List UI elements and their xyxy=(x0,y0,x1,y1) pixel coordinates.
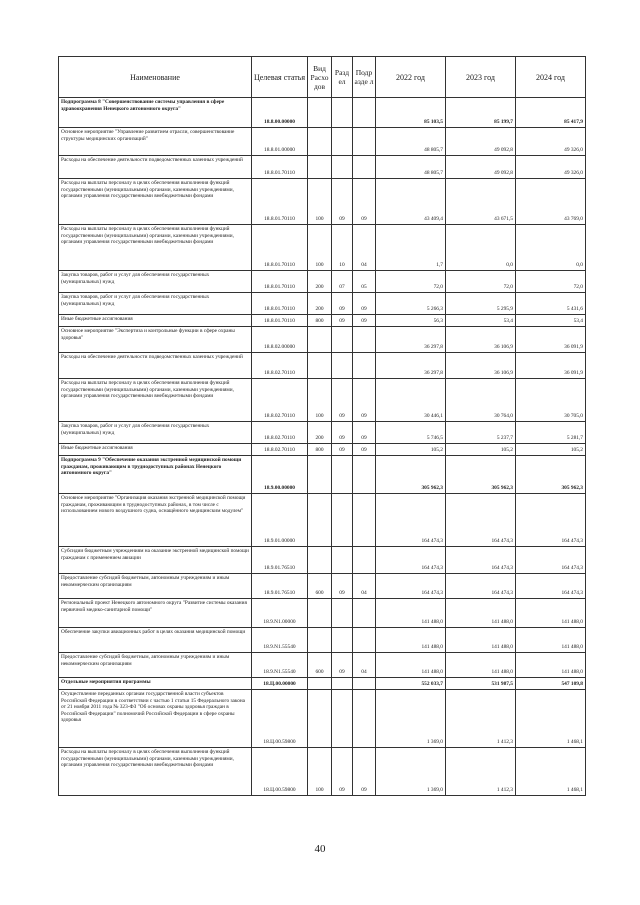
row-value-2024: 547 109,8 xyxy=(516,678,586,690)
row-value-2023: 53,4 xyxy=(446,315,516,327)
row-section: 07 xyxy=(332,271,353,293)
row-subsection: 09 xyxy=(353,179,376,225)
row-expense-type: 100 xyxy=(308,379,332,422)
row-expense-type: 600 xyxy=(308,653,332,678)
row-expense-type xyxy=(308,353,332,379)
table-row xyxy=(59,748,586,796)
table-row xyxy=(59,293,586,315)
row-value-2022: 105,2 xyxy=(376,444,446,456)
row-name: Расходы на обеспечение деятельности подведомственных казенных учреждений xyxy=(59,156,252,179)
row-name: Предоставление субсидий бюджетным, автономным учреждениям и иным некоммерческим организациям xyxy=(59,574,252,599)
row-target-article: 18.8.01.70110 xyxy=(252,225,308,271)
row-subsection xyxy=(353,98,376,128)
table-row xyxy=(59,547,586,574)
row-target-article: 18.Ц.00.59800 xyxy=(252,748,308,796)
table-row xyxy=(59,456,586,494)
row-target-article: 18.8.01.00000 xyxy=(252,128,308,156)
row-target-article: 18.8.01.70110 xyxy=(252,179,308,225)
header-name: Наименование xyxy=(59,57,252,98)
row-value-2022: 36 297,8 xyxy=(376,327,446,353)
row-expense-type: 100 xyxy=(308,225,332,271)
table-header-row xyxy=(59,57,586,98)
table-row xyxy=(59,574,586,599)
row-target-article: 18.8.00.00000 xyxy=(252,98,308,128)
page-number: 40 xyxy=(314,843,326,855)
table-row xyxy=(59,653,586,678)
row-value-2024: 43 769,0 xyxy=(516,179,586,225)
row-value-2024: 141 488,0 xyxy=(516,653,586,678)
header-subsection: Подр азде л xyxy=(353,57,376,98)
row-value-2022: 30 446,1 xyxy=(376,379,446,422)
row-value-2023: 85 199,7 xyxy=(446,98,516,128)
row-value-2024: 0,0 xyxy=(516,225,586,271)
table-row xyxy=(59,379,586,422)
row-subsection xyxy=(353,690,376,748)
row-section xyxy=(332,456,353,494)
row-name: Расходы на выплаты персоналу в целях обеспечения выполнения функций государственными (муниципальными) органами, казенными учреждениями, органами управления государственными внебюджетными фондами xyxy=(59,225,252,271)
row-expense-type xyxy=(308,456,332,494)
table-row xyxy=(59,271,586,293)
row-subsection: 04 xyxy=(353,653,376,678)
table-row xyxy=(59,678,586,690)
table-row xyxy=(59,98,586,128)
row-value-2022: 85 103,5 xyxy=(376,98,446,128)
row-name: Субсидии бюджетным учреждениям на оказание экстренной медицинской помощи гражданам с применением авиации xyxy=(59,547,252,574)
row-subsection xyxy=(353,678,376,690)
table-row xyxy=(59,628,586,653)
row-value-2024: 85 417,9 xyxy=(516,98,586,128)
row-subsection xyxy=(353,628,376,653)
row-value-2023: 1 412,3 xyxy=(446,748,516,796)
row-value-2023: 141 488,0 xyxy=(446,628,516,653)
row-name: Расходы на выплаты персоналу в целях обеспечения выполнения функций государственными (муниципальными) органами, казенными учреждениями, органами управления государственными внебюджетными фондами xyxy=(59,179,252,225)
row-name: Предоставление субсидий бюджетным, автономным учреждениям и иным некоммерческим организациям xyxy=(59,653,252,678)
row-value-2024: 30 705,0 xyxy=(516,379,586,422)
row-name: Закупка товаров, работ и услуг для обеспечения государственных (муниципальных) нужд xyxy=(59,422,252,444)
row-section xyxy=(332,628,353,653)
row-subsection xyxy=(353,456,376,494)
row-name: Подпрограмма 9 "Обеспечение оказания экстренной медицинской помощи гражданам, проживающим в труднодоступных районах Ненецкого автономного округа" xyxy=(59,456,252,494)
row-name: Подпрограмма 8 "Совершенствование системы управления в сфере здравоохранения Ненецкого автономного округа" xyxy=(59,98,252,128)
row-target-article: 18.9.N1.00000 xyxy=(252,599,308,628)
row-target-article: 18.8.01.70110 xyxy=(252,293,308,315)
row-value-2022: 1 369,0 xyxy=(376,690,446,748)
row-value-2022: 1,7 xyxy=(376,225,446,271)
row-name: Иные бюджетные ассигнования xyxy=(59,444,252,456)
row-expense-type xyxy=(308,547,332,574)
row-name: Закупка товаров, работ и услуг для обеспечения государственных (муниципальных) нужд xyxy=(59,271,252,293)
row-expense-type: 200 xyxy=(308,293,332,315)
row-subsection xyxy=(353,327,376,353)
row-target-article: 18.8.01.70110 xyxy=(252,315,308,327)
row-target-article: 18.9.N1.55540 xyxy=(252,653,308,678)
row-value-2024: 49 326,0 xyxy=(516,156,586,179)
row-expense-type xyxy=(308,599,332,628)
table-row xyxy=(59,353,586,379)
row-section: 09 xyxy=(332,293,353,315)
row-target-article: 18.Ц.00.00000 xyxy=(252,678,308,690)
header-section: Разд ел xyxy=(332,57,353,98)
row-subsection: 09 xyxy=(353,293,376,315)
row-subsection: 04 xyxy=(353,225,376,271)
row-subsection: 09 xyxy=(353,444,376,456)
row-value-2023: 49 092,8 xyxy=(446,128,516,156)
table-row xyxy=(59,156,586,179)
row-value-2024: 141 488,0 xyxy=(516,599,586,628)
row-value-2024: 164 474,3 xyxy=(516,547,586,574)
row-name: Основное мероприятие "Экспертиза и контрольные функции в сфере охраны здоровья" xyxy=(59,327,252,353)
row-value-2023: 305 962,3 xyxy=(446,456,516,494)
row-name: Основное мероприятие "Организация оказания экстренной медицинской помощи гражданам, проживающим в труднодоступных районах, в том числе с использованием нового воздушного судна, оснащённого медицинским модулем" xyxy=(59,494,252,547)
row-name: Отдельные мероприятия программы xyxy=(59,678,252,690)
row-value-2023: 30 764,0 xyxy=(446,379,516,422)
row-subsection xyxy=(353,599,376,628)
row-name: Закупка товаров, работ и услуг для обеспечения государственных (муниципальных) нужд xyxy=(59,293,252,315)
row-subsection: 09 xyxy=(353,315,376,327)
row-value-2023: 531 987,5 xyxy=(446,678,516,690)
table-row xyxy=(59,422,586,444)
row-value-2023: 72,0 xyxy=(446,271,516,293)
row-value-2024: 49 326,0 xyxy=(516,128,586,156)
row-name: Расходы на выплаты персоналу в целях обеспечения выполнения функций государственными (муниципальными) органами, казенными учреждениями, органами управления государственными внебюджетными фондами xyxy=(59,379,252,422)
row-subsection xyxy=(353,494,376,547)
row-section xyxy=(332,494,353,547)
row-name: Региональный проект Ненецкого автономного округа "Развитие системы оказания первичной медико-санитарной помощи" xyxy=(59,599,252,628)
row-value-2024: 164 474,3 xyxy=(516,494,586,547)
table-row xyxy=(59,494,586,547)
row-expense-type: 800 xyxy=(308,444,332,456)
row-value-2024: 36 091,9 xyxy=(516,327,586,353)
budget-table xyxy=(58,56,586,796)
row-subsection xyxy=(353,547,376,574)
row-target-article: 18.9.N1.55540 xyxy=(252,628,308,653)
row-section: 09 xyxy=(332,574,353,599)
row-expense-type xyxy=(308,628,332,653)
table-row xyxy=(59,444,586,456)
row-target-article: 18.8.01.70110 xyxy=(252,271,308,293)
row-name: Основное мероприятие "Управление развитием отрасли, совершенствование структуры медицинских организаций" xyxy=(59,128,252,156)
row-value-2022: 56,3 xyxy=(376,315,446,327)
row-subsection xyxy=(353,128,376,156)
row-value-2022: 48 805,7 xyxy=(376,128,446,156)
row-value-2022: 305 962,3 xyxy=(376,456,446,494)
row-expense-type: 600 xyxy=(308,574,332,599)
row-expense-type xyxy=(308,678,332,690)
header-year-2023: 2023 год xyxy=(446,57,516,98)
row-target-article: 18.8.02.00000 xyxy=(252,327,308,353)
row-value-2023: 36 106,9 xyxy=(446,327,516,353)
row-value-2023: 141 488,0 xyxy=(446,599,516,628)
row-value-2022: 43 409,4 xyxy=(376,179,446,225)
row-value-2023: 164 474,3 xyxy=(446,547,516,574)
row-target-article: 18.8.01.70110 xyxy=(252,156,308,179)
row-value-2024: 5 431,6 xyxy=(516,293,586,315)
row-target-article: 18.8.02.70110 xyxy=(252,422,308,444)
row-value-2022: 552 033,7 xyxy=(376,678,446,690)
row-name: Расходы на обеспечение деятельности подведомственных казенных учреждений xyxy=(59,353,252,379)
row-target-article: 18.8.02.70110 xyxy=(252,353,308,379)
table-row xyxy=(59,225,586,271)
row-value-2024: 53,4 xyxy=(516,315,586,327)
row-expense-type xyxy=(308,327,332,353)
row-expense-type: 100 xyxy=(308,179,332,225)
row-value-2022: 141 488,0 xyxy=(376,653,446,678)
row-section xyxy=(332,353,353,379)
row-subsection: 09 xyxy=(353,422,376,444)
row-expense-type xyxy=(308,494,332,547)
row-value-2024: 1 468,1 xyxy=(516,748,586,796)
row-value-2023: 0,0 xyxy=(446,225,516,271)
row-expense-type xyxy=(308,690,332,748)
row-subsection: 04 xyxy=(353,574,376,599)
table-row xyxy=(59,327,586,353)
row-section: 09 xyxy=(332,653,353,678)
row-value-2022: 5 266,3 xyxy=(376,293,446,315)
row-value-2022: 164 474,3 xyxy=(376,547,446,574)
header-expense-type: Вид Расхо дов xyxy=(308,57,332,98)
row-value-2022: 5 746,5 xyxy=(376,422,446,444)
row-expense-type xyxy=(308,128,332,156)
row-expense-type: 800 xyxy=(308,315,332,327)
row-value-2023: 5 237,7 xyxy=(446,422,516,444)
row-value-2024: 305 962,3 xyxy=(516,456,586,494)
row-section: 10 xyxy=(332,225,353,271)
row-value-2022: 164 474,3 xyxy=(376,494,446,547)
table-row xyxy=(59,179,586,225)
row-section: 09 xyxy=(332,444,353,456)
row-section xyxy=(332,327,353,353)
row-section xyxy=(332,599,353,628)
row-name: Обеспечение закупки авиационных работ в целях оказания медицинской помощи xyxy=(59,628,252,653)
row-target-article: 18.8.02.70110 xyxy=(252,444,308,456)
row-value-2023: 105,2 xyxy=(446,444,516,456)
row-value-2022: 164 474,3 xyxy=(376,574,446,599)
row-value-2022: 36 297,8 xyxy=(376,353,446,379)
row-value-2023: 164 474,3 xyxy=(446,574,516,599)
row-value-2023: 43 671,5 xyxy=(446,179,516,225)
row-expense-type: 200 xyxy=(308,422,332,444)
row-value-2024: 141 488,0 xyxy=(516,628,586,653)
row-expense-type: 100 xyxy=(308,748,332,796)
row-section xyxy=(332,128,353,156)
row-section xyxy=(332,547,353,574)
row-subsection: 09 xyxy=(353,379,376,422)
row-value-2024: 5 281,7 xyxy=(516,422,586,444)
row-name: Осуществление переданных органам государственной власти субъектов Российской Федерации в соответствии с частью 1 статьи 15 Федерального закона от 21 ноября 2011 года № 323-ФЗ "Об основах охраны здоровья граждан в Российской Федерации" полномочий Российской Федерации в сфере охраны здоровья xyxy=(59,690,252,748)
table-row xyxy=(59,128,586,156)
row-expense-type xyxy=(308,98,332,128)
row-value-2022: 1 369,0 xyxy=(376,748,446,796)
row-value-2024: 1 468,1 xyxy=(516,690,586,748)
row-section: 09 xyxy=(332,179,353,225)
row-expense-type: 200 xyxy=(308,271,332,293)
row-value-2022: 141 488,0 xyxy=(376,599,446,628)
row-value-2023: 5 295,9 xyxy=(446,293,516,315)
row-value-2023: 36 106,9 xyxy=(446,353,516,379)
header-target-article: Целевая статья xyxy=(252,57,308,98)
row-section: 09 xyxy=(332,315,353,327)
row-target-article: 18.Ц.00.59800 xyxy=(252,690,308,748)
row-value-2024: 72,0 xyxy=(516,271,586,293)
row-section xyxy=(332,156,353,179)
row-value-2022: 72,0 xyxy=(376,271,446,293)
row-value-2024: 36 091,9 xyxy=(516,353,586,379)
row-value-2023: 49 092,8 xyxy=(446,156,516,179)
row-section: 09 xyxy=(332,379,353,422)
row-name: Иные бюджетные ассигнования xyxy=(59,315,252,327)
row-section xyxy=(332,678,353,690)
row-subsection xyxy=(353,353,376,379)
table-body xyxy=(59,98,586,796)
row-target-article: 18.8.02.70110 xyxy=(252,379,308,422)
row-value-2022: 48 805,7 xyxy=(376,156,446,179)
table-row xyxy=(59,690,586,748)
row-value-2023: 164 474,3 xyxy=(446,494,516,547)
header-year-2022: 2022 год xyxy=(376,57,446,98)
table-row xyxy=(59,599,586,628)
row-subsection xyxy=(353,156,376,179)
row-section xyxy=(332,98,353,128)
row-subsection: 05 xyxy=(353,271,376,293)
row-target-article: 18.9.01.76510 xyxy=(252,574,308,599)
row-section xyxy=(332,690,353,748)
row-target-article: 18.9.01.76510 xyxy=(252,547,308,574)
row-value-2024: 164 474,3 xyxy=(516,574,586,599)
row-value-2023: 1 412,3 xyxy=(446,690,516,748)
row-section: 09 xyxy=(332,422,353,444)
row-value-2023: 141 488,0 xyxy=(446,653,516,678)
row-subsection: 09 xyxy=(353,748,376,796)
row-target-article: 18.9.00.00000 xyxy=(252,456,308,494)
row-section: 09 xyxy=(332,748,353,796)
row-value-2024: 105,2 xyxy=(516,444,586,456)
row-name: Расходы на выплаты персоналу в целях обеспечения выполнения функций государственными (муниципальными) органами, казенными учреждениями, органами управления государственными внебюджетными фондами xyxy=(59,748,252,796)
table-row xyxy=(59,315,586,327)
header-year-2024: 2024 год xyxy=(516,57,586,98)
row-target-article: 18.9.01.00000 xyxy=(252,494,308,547)
row-expense-type xyxy=(308,156,332,179)
row-value-2022: 141 488,0 xyxy=(376,628,446,653)
